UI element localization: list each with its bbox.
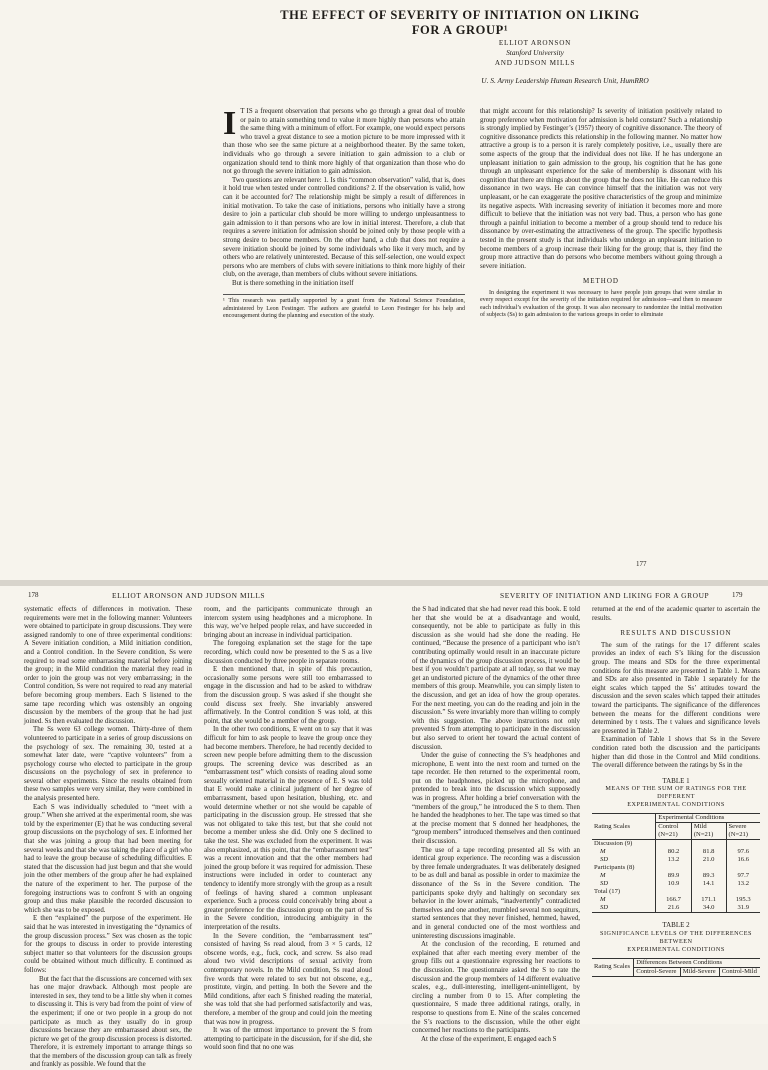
- page-178-column-2: [204, 606, 372, 1053]
- paragraph: returned at the end of the academic quarter to ascertain the results.: [592, 606, 760, 622]
- table-stat-label: M: [600, 872, 606, 880]
- table-1-caption: [592, 785, 760, 809]
- col-name: Severe: [728, 823, 747, 831]
- authors-block: [430, 38, 640, 68]
- results-heading: RESULTS AND DISCUSSION: [620, 629, 732, 638]
- table-section-label: Participants (8): [594, 864, 635, 872]
- table-cell: [726, 888, 760, 896]
- paragraph: systematic effects of differences in motivation. These requirements were met in the following manner: Volunteers were obtained to participate in group discussions. They were assigned randomly to one of three experimental conditions: A Severe initiation condition, a Mild initiation condition, and a Control condition. In the Severe condition, Ss were required to read some embarrassing material before joining the group; in the Mild condition the material they read in order to join the group was not very embarrassing; in the Control condition, Ss were not required to read any material before becoming group members. Each S listened to the same tape recording which was ostensibly an ongoing discussion by the members of the group that he had just joined. Ss then evaluated the discussion.: [24, 606, 192, 725]
- page-177-left-column: [223, 105, 465, 321]
- table-2-col-control-mild: Control-Mild: [719, 967, 760, 976]
- running-head-right: SEVERITY OF INITIATION AND LIKING FOR A GROUP: [500, 591, 710, 600]
- paragraph: the S had indicated that she had never read this book. E told her that she would be at a disadvantage and would, consequently, not be able to participate as fully in this discussion as she would had she done the reading. He continued, “Because the presence of a participant who isn’t contributing optimally would result in an inaccurate picture of the dynamics of the group discussion process, it would be best if you wouldn’t participate at all today, so that we may get an undistorted picture of the dynamics of the other three members of this group. Meanwhile, you can simply listen to the discussion, and get an idea of how the group operates. For the next meeting, you can do the reading and join in the discussion.” Ss were invariably more than willing to comply with this suggestion. The above instructions not only prevented S from attempting to participate in the discussion but also served to orient her toward the actual content of discussion.: [412, 606, 580, 751]
- paragraph: The sum of the ratings for the 17 different scales provides an index of each S’s liking for the discussion group. The means and SDs for the three experimental conditions for this measure are presented in Table 1. Means and SDs are also presented in Table 1 separately for the eight scales which tapped the Ss’ attitudes toward the discussion and the seven scales which tapped their attitudes toward the participants. The significance of the differences between the means for the different conditions were determined by t tests. The t values and significance levels are presented in Table 2.: [592, 641, 760, 735]
- paragraph: that might account for this relationship? Is severity of initiation positively related to group preference when motivation for admission is held constant? Such a relationship is strongly implied by Festinger’s (1957) theory of cognitive dissonance. The theory of cognitive dissonance predicts this relationship in the following manner. No matter how attractive a group is to a person it is rarely completely positive, i.e., usually there are some aspects of the group that the individual does not like. If he has undergone an unpleasant initiation to gain admission to the group, his cognition that he has gone through an unpleasant experience for the sake of membership is dissonant with his cognition that there are things about the group that he does not like. He can reduce this dissonance in two ways. He can convince himself that the initiation was not very unpleasant, or he can exaggerate the positive characteristics of the group and minimize its negative aspects. With increasing severity of initiation it becomes more and more difficult to believe that the initiation was not very bad. Thus, a person who has gone through a painful initiation to become a member of a group should tend to reduce his dissonance by over-estimating the attractiveness of the group. The specific hypothesis tested in the present study is that individuals who undergo an unpleasant initiation to become members of a group increase their liking for the group; that is, they find the group more attractive than do persons who become members without going through a severe initiation.: [480, 108, 722, 270]
- table-row: [592, 904, 760, 913]
- drop-cap: I: [223, 105, 237, 142]
- table-cell: 166.7: [656, 896, 692, 904]
- table-cell: [691, 864, 726, 872]
- table-1-row-header: Rating Scales: [592, 814, 656, 840]
- col-n: (N=21): [728, 831, 748, 839]
- table-2-col-mild-severe: Mild-Severe: [680, 967, 719, 976]
- table-cell: 21.6: [656, 904, 692, 913]
- table-2-caption-line-1: SIGNIFICANCE LEVELS OF THE DIFFERENCES BETWEEN: [600, 929, 752, 945]
- table-2-caption-line-2: EXPERIMENTAL CONDITIONS: [627, 945, 725, 953]
- table-1-label: TABLE 1: [662, 776, 690, 785]
- page-number-177: 177: [636, 560, 647, 568]
- table-cell: 80.2: [656, 848, 692, 856]
- author-2: JUDSON MILLS: [514, 59, 576, 67]
- table-stat-label: SD: [600, 904, 609, 912]
- table-cell: 13.2: [726, 880, 760, 888]
- paragraph: But is there something in the initiation itself: [232, 279, 354, 287]
- col-name: Control: [658, 823, 679, 831]
- table-cell: 31.9: [726, 904, 760, 913]
- paragraph: Under the guise of connecting the S’s headphones and microphone, E went into the next room and turned on the tape recorder. He then returned to the experimental room, put on the headphones, picked up the microphone, and pretended to break into the discussion which supposedly was in progress. After holding a brief conversation with the “members of the group,” he introduced the S to them. Then he handed the headphones to her. The tape was timed so that at the precise moment that S donned her headphones, the “group members” introduced themselves and then continued their discussion.: [412, 752, 580, 846]
- col-n: (N=21): [693, 831, 714, 839]
- paragraph: T IS a frequent observation that persons who go through a great deal of trouble or pain to attain something tend to value it more highly than persons who attain the same thing with a minimum of effort. For example, one would expect persons who travel a great distance to see a motion picture to be more impressed with it than those who see the same picture at a neighborhood theater. By the same token, individuals who go through a severe initiation to gain admission to a club or organization should tend to think more highly of that organization than those who do not go through the severe initiation to gain admission.: [223, 108, 465, 176]
- table-stat-label: SD: [600, 856, 609, 864]
- table-cell: 21.0: [691, 856, 726, 864]
- table-cell: 81.8: [691, 848, 726, 856]
- table-2-row-header: Rating Scales: [592, 958, 634, 976]
- table-2: [592, 958, 760, 977]
- table-row: [592, 872, 760, 880]
- table-1-col-control: [656, 823, 692, 840]
- table-2-caption: [592, 930, 760, 954]
- table-cell: 195.3: [726, 896, 760, 904]
- table-cell: 97.6: [726, 848, 760, 856]
- paragraph: Examination of Table 1 shows that Ss in the Severe condition rated both the discussion and the participants higher than did those in the Control and Mild conditions. The overall difference between the ratings by Ss in the: [592, 736, 760, 770]
- table-row: [592, 896, 760, 904]
- table-cell: [726, 864, 760, 872]
- table-cell: 34.0: [691, 904, 726, 913]
- table-cell: [656, 840, 692, 849]
- table-section-label: Discussion (9): [594, 840, 633, 848]
- paragraph: Each S was individually scheduled to “meet with a group.” When she arrived at the experimental room, she was told by the experimenter (E) that he was conducting several group discussions on the psychology of sex. E informed her that she was joining a group that had been meeting for several weeks and that she was taking the place of a girl who had to leave the group because of scheduling difficulties. E stated that the discussion had just begun and that she would join the other members of the group after he had explained the nature of the experiment to her. The purpose of the foregoing instructions was to confront S with an ongoing group and thus make plausible the recorded discussion to which she was to be exposed.: [24, 803, 192, 914]
- table-cell: [656, 888, 692, 896]
- table-cell: 89.9: [656, 872, 692, 880]
- author-1: ELLIOT ARONSON: [498, 39, 572, 47]
- table-1-body: [592, 840, 760, 913]
- table-cell: 13.2: [656, 856, 692, 864]
- table-1-col-severe: [726, 823, 760, 840]
- page-number-179: 179: [732, 591, 743, 599]
- table-stat-label: M: [600, 848, 606, 856]
- table-2-label: TABLE 2: [662, 921, 690, 930]
- paragraph: The foregoing explanation set the stage for the tape recording, which could now be presented to the S as a live discussion conducted by three people in separate rooms.: [204, 640, 372, 665]
- table-1-caption-line-2: EXPERIMENTAL CONDITIONS: [627, 801, 725, 809]
- table-row: [592, 856, 760, 864]
- paragraph: In the other two conditions, E went on to say that it was difficult for him to ask people to leave the group once they had become members. Therefore, he had recently decided to screen new people before admitting them to the discussion groups. The screening device was described as an “embarrassment test” which consists of reading aloud some sexually oriented material in the presence of E. S was told that E would make a clinical judgment of her degree of embarrassment, based upon hesitation, blushing, etc. and would determine whether or not she would be capable of participating in the discussion group. He stressed that she was not obligated to take this test, but that she could not become a member unless she did. Only one S declined to take the test. She was excluded from the experiment. It was also emphasized, at this point, that the “embarrassment test” was a recent innovation and that the other members had joined the group before it was required for admission. These instructions were included in order to counteract any tendency to identify more strongly with the group as a result of feelings of having shared a common unpleasant experience. Such a process could conceivably bring about a greater preference for the discussion group on the part of Ss in the Severe condition, introducing ambiguity in the interpretation of the results.: [204, 726, 372, 931]
- table-cell: [691, 888, 726, 896]
- table-1-group-header: Experimental Conditions: [656, 814, 760, 823]
- block-quote: But the fact that the discussions are concerned with sex has one major drawback. Although most people are interested in sex, they tend to be a little shy when it comes to discussing it. This is very bad from the point of view of the experiment; if one or two people in a group do not participate as much as they usually do in group discussions because they are embarrassed about sex, the picture we get of the group discussion process is distorted. Therefore, it is extremely important to arrange things so that the members of the discussion group can talk as freely and frankly as possible. We found that the: [30, 975, 192, 1069]
- article-title: [150, 8, 768, 38]
- table-cell: [691, 840, 726, 849]
- table-row: [592, 848, 760, 856]
- author-2-affiliation: U. S. Army Leadership Human Research Unit, HumRRO: [481, 76, 649, 85]
- method-heading: METHOD: [583, 277, 619, 286]
- table-cell: 89.3: [691, 872, 726, 880]
- table-cell: [726, 840, 760, 849]
- table-section-label: Total (17): [594, 888, 621, 896]
- method-paragraph: In designing the experiment it was necessary to have people join groups that were similar in every respect except for the severity of the initiation required for admission—and then to measure each individual’s evaluation of the group. It was also necessary to randomize the initial motivation of subjects (Ss) to gain admission to the various groups in order to eliminate: [480, 289, 722, 319]
- table-row: [592, 864, 760, 872]
- author-1-affiliation: Stanford University: [506, 48, 564, 57]
- table-stat-label: SD: [600, 880, 609, 888]
- paragraph: The use of a tape recording presented all Ss with an identical group experience. The recording was a discussion by three female undergraduates. It was deliberately designed to be as dull and banal as possible in order to maximize the dissonance of the Ss in the Severe condition. The participants spoke dryly and haltingly on secondary sex behavior in the lower animals, “inadvertently” contradicted themselves and one another, mumbled several non sequiturs, started sentences that they never finished, hemmed, hawed, and in general conducted one of the most worthless and uninteresting discussions imaginable.: [412, 846, 580, 940]
- table-cell: 16.6: [726, 856, 760, 864]
- page-177-right-column: [480, 108, 722, 320]
- table-row: [592, 888, 760, 896]
- paragraph: E then mentioned that, in spite of this precaution, occasionally some persons were still too embarrassed to engage in the discussion and had to be asked to withdraw from the discussion group. S was asked if she thought she could discuss sex freely. She invariably answered affirmatively. In the Control condition S was told, at this point, that she would be a member of the group.: [204, 666, 372, 725]
- table-cell: [656, 864, 692, 872]
- table-2-group-header: Differences Between Conditions: [634, 958, 760, 967]
- col-name: Mild: [693, 823, 707, 831]
- footnote: ¹ This research was partially supported by a grant from the National Science Foundation, administered by Leon Festinger. The authors are grateful to Leon Festinger for his help and encouragement during the planning and execution of the study.: [223, 294, 465, 320]
- title-line-1: THE EFFECT OF SEVERITY OF INITIATION ON LIKING: [280, 8, 640, 22]
- table-row: [592, 840, 760, 849]
- table-cell: 97.7: [726, 872, 760, 880]
- table-1-col-mild: [691, 823, 726, 840]
- page-178-column-1: [24, 606, 192, 1070]
- paragraph: The Ss were 63 college women. Thirty-three of them volunteered to participate in a series of group discussions on the psychology of sex. The remaining 30, tested at a somewhat later date, were “captive volunteers” from a psychology course who elected to participate in the group discussions on the psychology of sex in preference to several other experiments. Since the results obtained from these two samples were very similar, they were combined in the analysis presented here.: [24, 726, 192, 803]
- table-1-caption-line-1: MEANS OF THE SUM OF RATINGS FOR THE DIFFERENT: [605, 785, 747, 801]
- running-head-left: ELLIOT ARONSON AND JUDSON MILLS: [112, 591, 266, 600]
- table-stat-label: M: [600, 896, 606, 904]
- paragraph: It was of the utmost importance to prevent the S from attempting to participate in the discussion, for if she did, she would soon find that no one was: [204, 1027, 372, 1052]
- table-cell: 10.9: [656, 880, 692, 888]
- table-1: [592, 813, 760, 913]
- author-and: AND: [494, 59, 513, 67]
- table-row: [592, 880, 760, 888]
- table-cell: 171.1: [691, 896, 726, 904]
- page-179-column-2: [592, 606, 760, 977]
- page-number-178: 178: [28, 591, 39, 599]
- title-line-2: FOR A GROUP¹: [411, 23, 509, 37]
- table-cell: 14.1: [691, 880, 726, 888]
- paragraph: E then “explained” the purpose of the experiment. He said that he was interested in investigating the “dynamics of the group discussion process.” Sex was chosen as the topic for the groups to discuss in order to provide interesting subject matter so that volunteers for the discussion groups could be obtained without much difficulty. E continued as follows:: [24, 915, 192, 974]
- paragraph: room, and the participants communicate through an intercom system using headphones and a microphone. In this way, we’ve helped people relax, and have succeeded in bringing about an increase in individual participation.: [204, 606, 372, 639]
- page-179-column-1: [412, 606, 580, 1044]
- paragraph: At the close of the experiment, E engaged each S: [421, 1035, 557, 1043]
- col-n: (N=21): [658, 831, 678, 839]
- paragraph: At the conclusion of the recording, E returned and explained that after each meeting every member of the group fills out a questionnaire expressing her reactions to the discussion. The questionnaire asked the S to rate the discussion and the group members of 14 different evaluative scales, e.g., dull-interesting, intelligent-unintelligent, by circling a number from 0 to 15. After completing the questionnaire, S made three additional ratings, orally, in response to questions from E. Nine of the scales concerned the S’s reactions to the discussion, while the other eight concerned her reactions to the participants.: [412, 941, 580, 1035]
- table-2-col-control-severe: Control-Severe: [634, 967, 681, 976]
- paragraph: In the Severe condition, the “embarrassment test” consisted of having Ss read aloud, from 3 × 5 cards, 12 obscene words, e.g., fuck, cock, and screw. Ss also read aloud two vivid descriptions of sexual activity from contemporary novels. In the Mild condition, Ss read aloud five words that were related to sex but not obscene, e.g., prostitute, virgin, and petting. In both the Severe and the Mild conditions, after each S finished reading the material, she was told that she had performed satisfactorily and was, therefore, a member of the group and could join the meeting that was now in progress.: [204, 932, 372, 1026]
- paragraph: Two questions are relevant here: 1. Is this “common observation” valid, that is, does it hold true when tested under controlled conditions? 2. If the observation is valid, how can it be accounted for? The relationship might be simply a result of differences in initial motivation. To take the case of initiations, persons who initially have a strong desire to join a particular club should be more willing to undergo unpleasantness to gain admission to it than persons who are low in initial interest. Therefore, a club that requires a severe initiation for admission should be joined only by those people with a strong desire to become members. On the other hand, a club that does not require a severe initiation should be joined by some individuals who like it very much, and by others who are relatively uninterested. Because of this self-selection, one would expect persons who are members of clubs with severe initiations to think more highly of their club, on the average, than members of clubs without severe initiations.: [223, 176, 465, 279]
